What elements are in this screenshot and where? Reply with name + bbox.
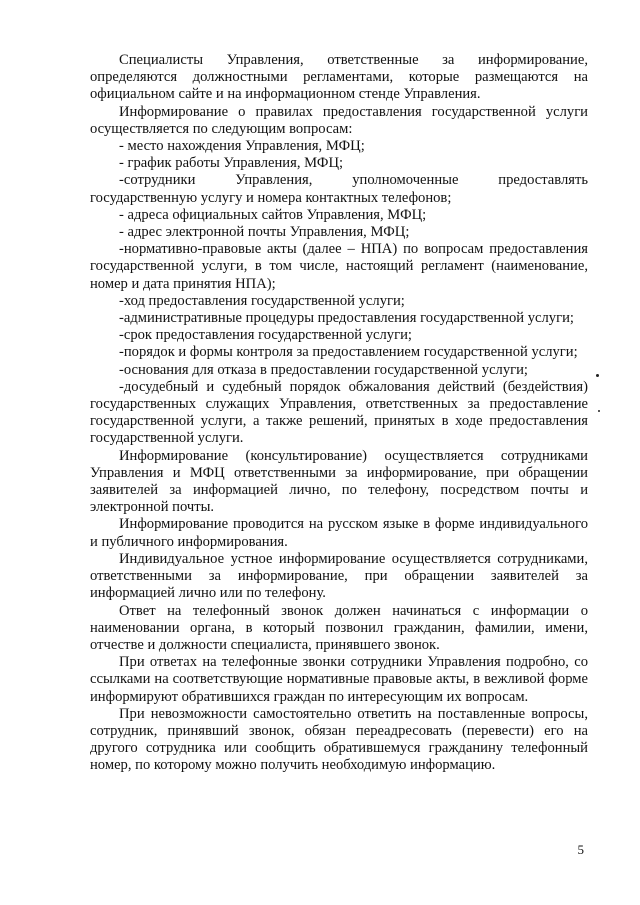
list-item: - адреса официальных сайтов Управления, МФЦ; — [119, 206, 427, 223]
list-item: -административные процедуры предоставления государственной услуги; — [119, 310, 574, 327]
document-body — [90, 52, 588, 775]
list-item: -досудебный и судебный порядок обжалования действий (бездействия) государственных служащих Управления, ответственных за предоставление государственной услуги, а также решений, принятых в ходе предоставления государственной услуги. — [90, 378, 588, 447]
paragraph: Индивидуальное устное информирование осуществляется сотрудниками, ответственными за информирование, при обращении заявителей за информацией лично или по телефону. — [90, 550, 588, 602]
paragraph: Информирование (консультирование) осуществляется сотрудниками Управления и МФЦ ответственными за информирование, при обращении заявителей за информацией лично, по телефону, посредством почты и электронной почты. — [90, 447, 588, 516]
page-number: 5 — [577, 842, 584, 857]
paragraph: Ответ на телефонный звонок должен начинаться с информации о наименовании органа, в который позвонил гражданин, фамилии, имени, отчестве и должности специалиста, принявшего звонок. — [90, 602, 588, 653]
scan-speck — [598, 410, 600, 412]
paragraph: Информирование о правилах предоставления государственной услуги осуществляется по следующим вопросам: — [90, 103, 588, 137]
list-item: -нормативно-правовые акты (далее – НПА) по вопросам предоставления государственной услуги, в том числе, настоящий регламент (наименование, номер и дата принятия НПА); — [90, 241, 588, 292]
list-item: -срок предоставления государственной услуги; — [119, 327, 412, 344]
scan-speck — [596, 374, 599, 377]
list-item: - график работы Управления, МФЦ; — [119, 155, 344, 172]
list-item: -сотрудники Управления, уполномоченные предоставлять государственную услугу и номера контактных телефонов; — [90, 172, 588, 206]
paragraph: Специалисты Управления, ответственные за информирование, определяются должностными регламентами, которые размещаются на официальном сайте и на информационном стенде Управления. — [90, 52, 588, 103]
list-item: -ход предоставления государственной услуги; — [119, 292, 405, 309]
list-item: -основания для отказа в предоставлении государственной услуги; — [119, 361, 528, 378]
list-item: - адрес электронной почты Управления, МФЦ; — [119, 224, 410, 241]
list-item: - место нахождения Управления, МФЦ; — [119, 138, 365, 155]
paragraph: При ответах на телефонные звонки сотрудники Управления подробно, со ссылками на соответствующие нормативные правовые акты, в вежливой форме информируют обратившихся граждан по интересующим их вопросам. — [90, 654, 588, 705]
paragraph: Информирование проводится на русском языке в форме индивидуального и публичного информирования. — [90, 516, 588, 550]
list-item: -порядок и формы контроля за предоставлением государственной услуги; — [119, 344, 578, 361]
paragraph: При невозможности самостоятельно ответить на поставленные вопросы, сотрудник, принявший звонок, обязан переадресовать (перевести) его на другого сотрудника или сообщить обратившемуся гражданину телефонный номер, по которому можно получить необходимую информацию. — [90, 705, 588, 774]
